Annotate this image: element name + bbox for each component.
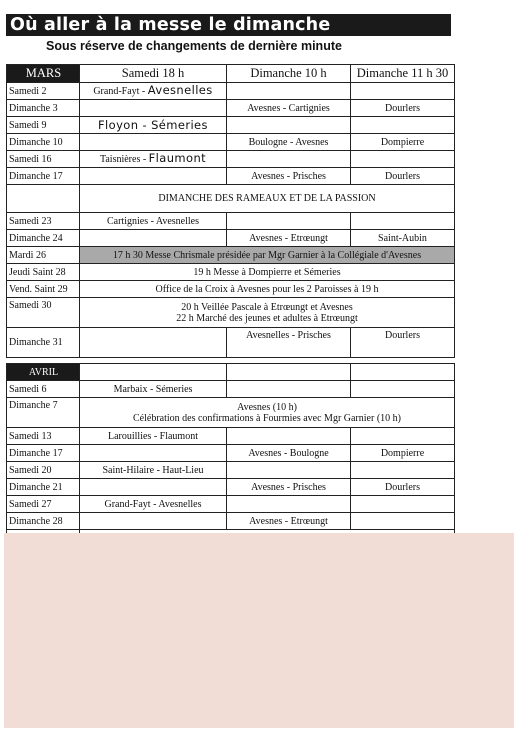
dimanche-10h-cell: Boulogne - Avesnes [227, 134, 351, 151]
blank-pink-area [4, 533, 514, 728]
dimanche-10h-cell: Avesnes - Prisches [227, 479, 351, 496]
dimanche-10h-cell [227, 381, 351, 398]
table-row [7, 298, 455, 328]
dimanche-10h-cell: Avesnes - Prisches [227, 168, 351, 185]
dimanche-11h30-cell [351, 428, 455, 445]
dimanche-10h-cell: Avesnes - Boulogne [227, 445, 351, 462]
dimanche-10h-cell: Avesnes - Cartignies [227, 100, 351, 117]
day-cell: Mardi 26 [7, 247, 80, 264]
dimanche-10h-cell: Avesnelles - Prisches [227, 328, 351, 358]
table-row [7, 151, 455, 168]
month-label-mars: MARS [7, 65, 80, 83]
dimanche-10h-cell [227, 428, 351, 445]
dimanche-10h-cell [227, 364, 351, 381]
dimanche-10h-cell [227, 117, 351, 134]
dimanche-11h30-cell: Dourlers [351, 328, 455, 358]
dimanche-11h30-cell: Dompierre [351, 445, 455, 462]
day-cell: Dimanche 31 [7, 328, 80, 358]
day-cell: Dimanche 17 [7, 168, 80, 185]
table-row [7, 513, 455, 530]
table-row [7, 230, 455, 247]
chrism-mass-banner: 17 h 30 Messe Chrismale présidée par Mgr Garnier à la Collégiale d'Avesnes [80, 247, 455, 264]
page-subtitle: Sous réserve de changements de dernière minute [46, 39, 342, 53]
table-row [7, 134, 455, 151]
day-cell: Dimanche 28 [7, 513, 80, 530]
dimanche-11h30-cell [351, 117, 455, 134]
dimanche-10h-cell [227, 213, 351, 230]
table-row [7, 462, 455, 479]
feast-banner: DIMANCHE DES RAMEAUX ET DE LA PASSION [80, 185, 455, 213]
day-cell: Samedi 20 [7, 462, 80, 479]
dimanche-11h30-cell [351, 496, 455, 513]
day-cell: Vend. Saint 29 [7, 281, 80, 298]
table-row [7, 117, 455, 134]
dimanche-11h30-cell: Dourlers [351, 100, 455, 117]
samedi-cell: Larouillies - Flaumont [80, 428, 227, 445]
day-cell: Jeudi Saint 28 [7, 264, 80, 281]
page-title: Où aller à la messe le dimanche [6, 14, 451, 36]
day-cell: Dimanche 3 [7, 100, 80, 117]
table-row [7, 428, 455, 445]
samedi-cell [80, 328, 227, 358]
table-row [7, 247, 455, 264]
dimanche-11h30-cell [351, 151, 455, 168]
table-row [7, 445, 455, 462]
event-cell: Office de la Croix à Avesnes pour les 2 Paroisses à 19 h [80, 281, 455, 298]
samedi-cell [80, 479, 227, 496]
table-row [7, 496, 455, 513]
dimanche-10h-cell: Avesnes - Etrœungt [227, 513, 351, 530]
table-row [7, 168, 455, 185]
dimanche-11h30-cell: Saint-Aubin [351, 230, 455, 247]
day-cell: Samedi 23 [7, 213, 80, 230]
day-cell: Dimanche 7 [7, 398, 80, 428]
table-row [7, 264, 455, 281]
dimanche-11h30-cell [351, 381, 455, 398]
day-cell: Samedi 2 [7, 83, 80, 100]
event-line: Célébration des confirmations à Fourmies avec Mgr Garnier (10 h) [133, 412, 401, 424]
samedi-cell [80, 513, 227, 530]
handwritten-text: Avesnelles [147, 83, 213, 97]
day-cell: Samedi 27 [7, 496, 80, 513]
cell-text: Grand-Fayt - [93, 86, 148, 97]
column-header-samedi: Samedi 18 h [80, 65, 227, 83]
dimanche-11h30-cell [351, 513, 455, 530]
header-row [7, 65, 455, 83]
event-cell: 19 h Messe à Dompierre et Sémeries [80, 264, 455, 281]
event-line: 22 h Marché des jeunes et adultes à Etrœungt [176, 312, 358, 324]
samedi-cell [80, 83, 227, 100]
dimanche-11h30-cell [351, 462, 455, 479]
day-cell: Samedi 13 [7, 428, 80, 445]
table-row [7, 479, 455, 496]
samedi-cell: Cartignies - Avesnelles [80, 213, 227, 230]
samedi-cell [80, 364, 227, 381]
day-cell: Samedi 6 [7, 381, 80, 398]
day-cell: Dimanche 21 [7, 479, 80, 496]
dimanche-10h-cell [227, 83, 351, 100]
samedi-cell [80, 168, 227, 185]
samedi-cell: Saint-Hilaire - Haut-Lieu [80, 462, 227, 479]
mass-schedule-table [6, 64, 455, 547]
dimanche-11h30-cell: Dompierre [351, 134, 455, 151]
table-row [7, 83, 455, 100]
samedi-cell [80, 100, 227, 117]
event-cell [80, 398, 455, 428]
day-cell: Dimanche 24 [7, 230, 80, 247]
dimanche-11h30-cell [351, 83, 455, 100]
day-cell [7, 185, 80, 213]
month-row [7, 364, 455, 381]
table-row [7, 398, 455, 428]
table-row [7, 100, 455, 117]
column-header-dimanche-10h: Dimanche 10 h [227, 65, 351, 83]
samedi-cell: Marbaix - Sémeries [80, 381, 227, 398]
column-header-dimanche-11h30: Dimanche 11 h 30 [351, 65, 455, 83]
event-line: 20 h Veillée Pascale à Etrœungt et Avesnes [181, 301, 353, 313]
samedi-cell [80, 230, 227, 247]
dimanche-10h-cell: Avesnes - Etrœungt [227, 230, 351, 247]
dimanche-11h30-cell [351, 364, 455, 381]
day-cell: Samedi 16 [7, 151, 80, 168]
day-cell: Dimanche 17 [7, 445, 80, 462]
table-row [7, 328, 455, 358]
day-cell: Samedi 9 [7, 117, 80, 134]
table-row [7, 185, 455, 213]
day-cell: Dimanche 10 [7, 134, 80, 151]
cell-text: Taisnières - [99, 154, 149, 165]
samedi-cell [80, 134, 227, 151]
dimanche-10h-cell [227, 151, 351, 168]
dimanche-11h30-cell: Dourlers [351, 168, 455, 185]
table-row [7, 381, 455, 398]
month-label-avril: AVRIL [7, 364, 80, 381]
table-row [7, 281, 455, 298]
event-cell [80, 298, 455, 328]
day-cell: Samedi 30 [7, 298, 80, 328]
event-line: Avesnes (10 h) [237, 401, 297, 413]
samedi-cell [80, 151, 227, 168]
dimanche-10h-cell [227, 462, 351, 479]
dimanche-11h30-cell [351, 213, 455, 230]
table-row [7, 213, 455, 230]
samedi-cell [80, 445, 227, 462]
handwritten-text: Flaumont [148, 151, 207, 165]
dimanche-10h-cell [227, 496, 351, 513]
handwritten-text: Floyon - Sémeries [80, 117, 227, 134]
dimanche-11h30-cell: Dourlers [351, 479, 455, 496]
samedi-cell: Grand-Fayt - Avesnelles [80, 496, 227, 513]
